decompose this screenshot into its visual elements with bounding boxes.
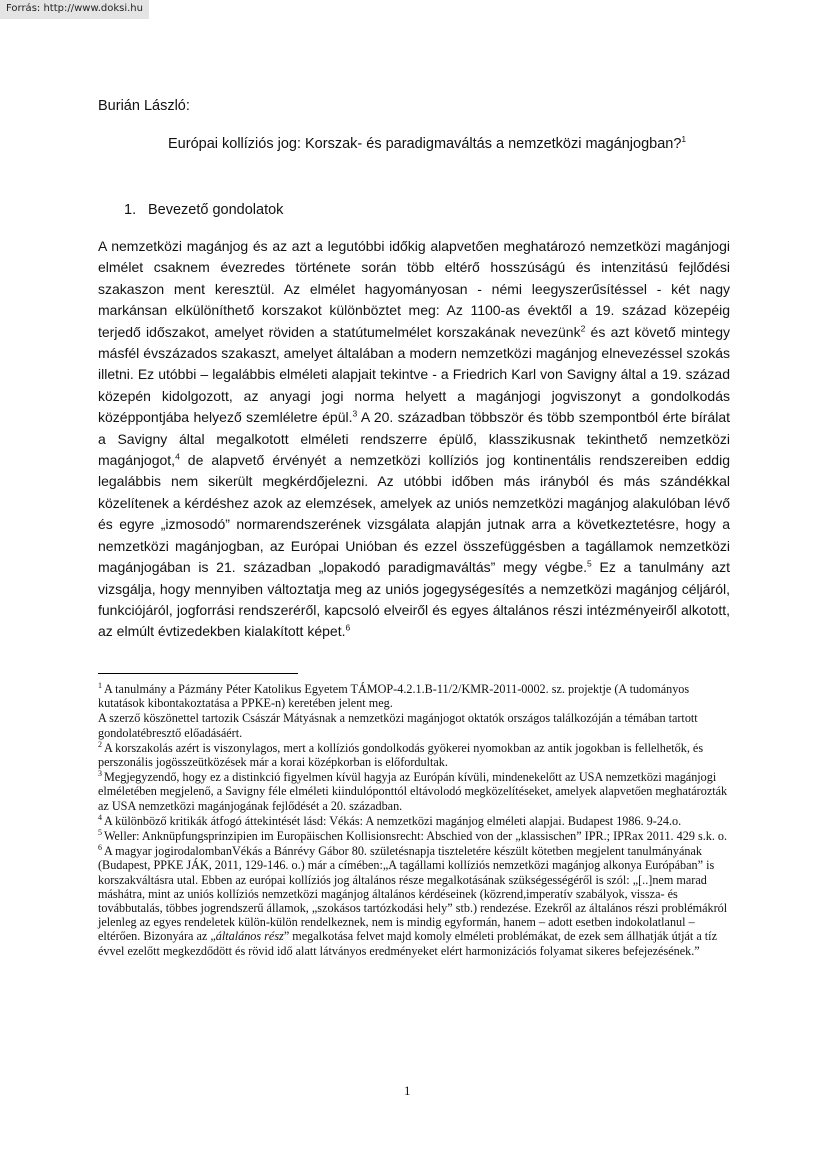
- footnote-marker-4[interactable]: 4: [175, 451, 180, 462]
- section-number: 1.: [124, 202, 137, 218]
- footnote-number: 4: [98, 812, 102, 822]
- footnote-number: 6: [98, 843, 102, 853]
- footnote-item: [98, 770, 730, 813]
- footnote-item: [98, 711, 730, 739]
- author-name: Burián László:: [98, 98, 190, 114]
- footnote-item: [98, 814, 730, 828]
- body-text-5: Ez a tanulmány azt vizsgálja, hogy mennyiben változtatja meg az uniós jogegységesítés a nemzetközi magánjog céljáról, funkciójáról, jogforrási rendszeréről, kapcsoló elveiről és egyes általános részi intézményeiről alkotott, az elmúlt évtizedekben kialakított képet.: [98, 559, 730, 640]
- section-heading: [124, 200, 730, 220]
- body-text-1: A nemzetközi magánjog és az azt a legutóbbi időkig alapvetően meghatározó nemzetközi magánjogi elmélet csaknem évezredes története során több eltérő hosszúságú és intenzitású fejlődési szakaszon ment keresztül. Az elmélet hagyományosan - némi leegyszerűsítéssel - két nagy markánsan elkülöníthető korszakot különböztet meg: Az 1100-as évektől a 19. század közepéig terjedő időszakot, amelyet röviden a statútumelmélet korszakának nevezünk: [98, 238, 730, 340]
- footnote-item: [98, 741, 730, 769]
- section-title: Bevezető gondolatok: [148, 202, 284, 218]
- page-number: 1: [404, 1083, 411, 1098]
- footnote-marker-3[interactable]: 3: [352, 408, 358, 419]
- footnote-item: [98, 844, 730, 958]
- title-text: Európai kollíziós jog: Korszak- és paradigmaváltás a nemzetközi magánjogban?: [168, 136, 682, 152]
- document-page: [98, 96, 730, 643]
- footnote-separator: [98, 673, 298, 674]
- footnote-text: A szerző köszönettel tartozik Császár Mátyásnak a nemzetközi magánjogot oktatók országos találkozóján a témában tartott gondolatébresztő előadásáért.: [98, 711, 698, 740]
- body-text-4: de alapvető érvényét a nemzetközi kollíziós jog kontinentális rendszereiben eddig legalábbis nem sikerült megkérdőjelezni. Az utóbbi időben más irányból és más szándékkal közelítenek a kérdéshez azok az elemzések, amelyek az uniós nemzetközi magánjog alakulóban lévő és egyre „izmosodó” normarendszerének vizsgálata alapján jutnak arra a következtetésre, hogy a nemzetközi magánjogban, az Európai Unióban és ezzel összefüggésben a tagállamok nemzetközi magánjogában is 21. században „lopakodó paradigmaváltás” megy végbe.: [98, 452, 730, 576]
- footnote-text: A tanulmány a Pázmány Péter Katolikus Egyetem TÁMOP-4.2.1.B-11/2/KMR-2011-0002. sz. projektje (A tudományos kutatások kibontakoztatása a PPKE-n) keretében jelent meg.: [98, 682, 690, 711]
- body-paragraph: [98, 236, 730, 643]
- footnote-emphasis: általános rész: [215, 929, 284, 944]
- body-text-2: és azt követő mintegy másfél évszázados szakaszt, amelyet általában a modern nemzetközi magánjog elnevezéssel szokás illetni. Ez utóbbi – legalábbis elméleti alapjait tekintve - a Friedrich Karl von Savigny által a 19. század közepén kidolgozott, az anyagi jogi norma helyett a magánjogi jogviszonyt a gondolkodás középpontjába helyező szemléletre épül.: [98, 323, 730, 426]
- footnote-text: A magyar jogirodalombanVékás a Bánrévy Gábor 80. születésnapja tiszteletére készült kötetben megjelent tanulmányának (Budapest, PPKE JÁK, 2011, 129-146. o.) már a címében:„A tagállami kollíziós nemzetközi magánjog alkonya Európában” is korszakváltásra utal. Ebben az európai kollíziós jog általános része megalkotásának szükségességéről is szól: „[..]nem marad máshátra, mint az uniós kollíziós nemzetközi magánjog általános kérdéseinek (közrend,imperatív szabályok, vissza- és továbbutalás, többes jogrendszerű államok, „szokásos tartózkodási hely” stb.) rendezése. Ezekről az általános részi problémákról jelenleg az egyes rendeletek külön-külön rendelkeznek, nem is mindig egyformán, hanem – adott esetben indokolatlanul – eltérően. Bizonyára az „: [98, 844, 728, 944]
- footnote-marker-2[interactable]: 2: [580, 322, 586, 333]
- document-title: [168, 134, 730, 154]
- footnote-text: Megjegyzendő, hogy ez a distinkció figyelmen kívül hagyja az Európán kívüli, mindenekelőtt az USA nemzetközi magánjogi elméletében megjelenő, a Savigny féle elméleti kiindulóponttól eltávolodó megközelítéseket, amelyek alapvetően meghatározták az USA nemzetközi magánjogának fejlődését a 20. században.: [98, 770, 728, 813]
- footnote-item: [98, 682, 730, 710]
- footnote-number: 1: [98, 680, 102, 690]
- footnotes: [98, 682, 730, 959]
- footnote-item: [98, 829, 730, 843]
- footnote-text: Weller: Anknüpfungsprinzipien im Europäischen Kollisionsrecht: Abschied von der „klassischen” IPR.; IPRax 2011. 429 s.k. o.: [104, 829, 728, 844]
- footnote-text: A különböző kritikák átfogó áttekintését lásd: Vékás: A nemzetközi magánjog elméleti alapjai. Budapest 1986. 9-24.o.: [104, 813, 682, 828]
- footnote-marker-5[interactable]: 5: [587, 558, 592, 569]
- footnote-number: 2: [98, 739, 102, 749]
- body-text-3: A 20. században többször és több szempontból érte bírálat a Savigny által megalkotott elméleti rendszerre épülő, klasszikusnak tekinthető nemzetközi magánjogot,: [98, 409, 731, 469]
- footnote-marker-6[interactable]: 6: [345, 622, 351, 633]
- footnote-text: A korszakolás azért is viszonylagos, mert a kollíziós gondolkodás gyökerei nyomokban az antik jogokban is fellelhetők, és perszonális jogösszeütközések már a korai középkorban is előfordultak.: [98, 740, 704, 770]
- footnote-number: 5: [98, 827, 102, 837]
- footnote-number: 3: [98, 769, 102, 779]
- source-label: Forrás: http://www.doksi.hu: [0, 0, 149, 19]
- footnote-text: ” megalkotása felvet majd komoly elméleti problémákat, de ezek sem állhatják útját a tíz évvel ezelőtt megkezdődött és rövid idő alatt látványos eredményeket elért harmonizációs folyamat sikeres befejezésének.”: [98, 929, 717, 958]
- title-footnote-marker[interactable]: 1: [681, 134, 687, 145]
